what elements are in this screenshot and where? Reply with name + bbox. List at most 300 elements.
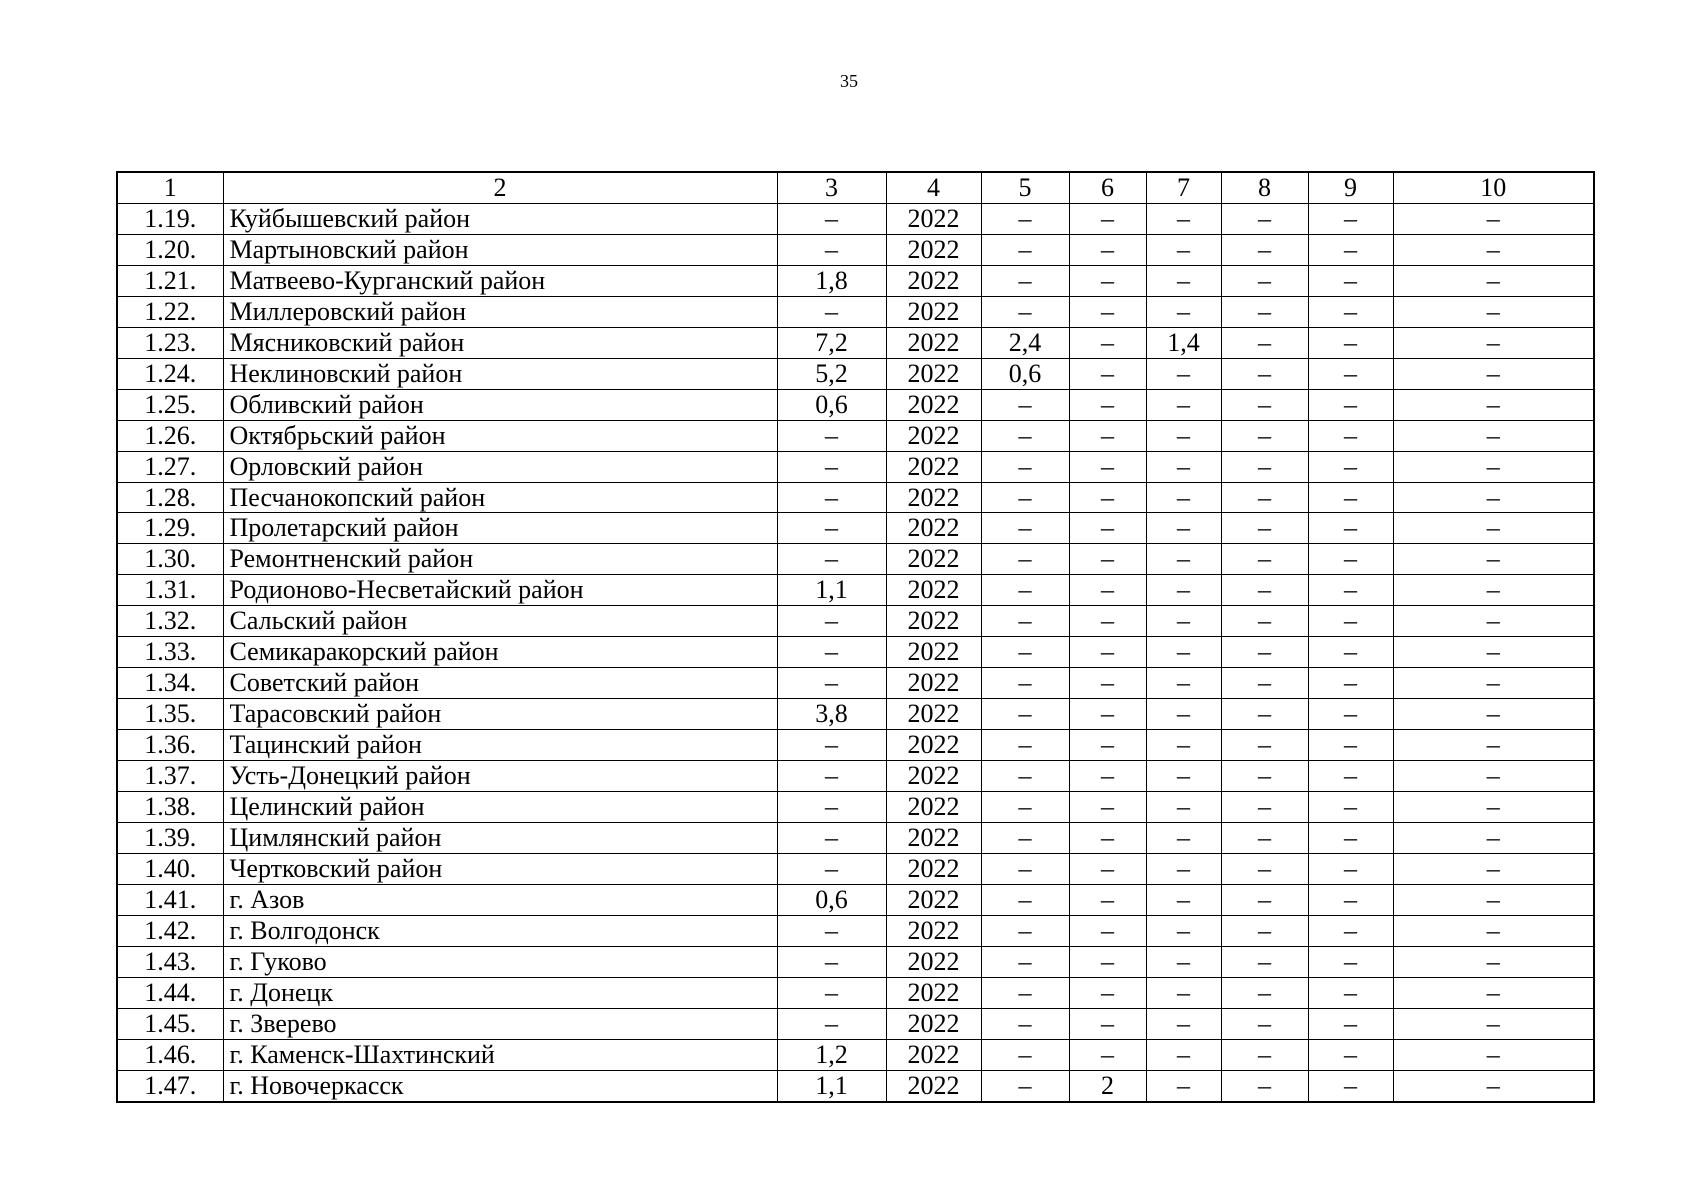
value-cell: 2022 [886, 1008, 981, 1039]
value-cell: – [1308, 575, 1393, 606]
value-cell: 0,6 [777, 884, 886, 915]
value-cell: – [981, 977, 1069, 1008]
table-row [117, 637, 1594, 668]
row-number-cell: 1.27. [117, 451, 223, 482]
value-cell: – [1069, 265, 1146, 296]
value-cell: – [1221, 606, 1308, 637]
value-cell: 2022 [886, 792, 981, 823]
value-cell: – [1069, 1008, 1146, 1039]
value-cell: – [1146, 884, 1221, 915]
value-cell: – [1069, 668, 1146, 699]
value-cell: 2022 [886, 451, 981, 482]
value-cell: – [1069, 544, 1146, 575]
table-row [117, 482, 1594, 513]
value-cell: – [981, 853, 1069, 884]
value-cell: – [1308, 699, 1393, 730]
value-cell: – [1393, 389, 1594, 420]
territory-name-cell: Матвеево-Курганский район [223, 265, 777, 296]
value-cell: 2,4 [981, 327, 1069, 358]
value-cell: – [1308, 1008, 1393, 1039]
value-cell: – [1146, 823, 1221, 854]
value-cell: 2022 [886, 296, 981, 327]
value-cell: – [1221, 451, 1308, 482]
table-row [117, 234, 1594, 265]
value-cell: – [1146, 792, 1221, 823]
table-row [117, 699, 1594, 730]
value-cell: – [981, 203, 1069, 234]
value-cell: – [1069, 637, 1146, 668]
value-cell: 2022 [886, 234, 981, 265]
value-cell: – [981, 451, 1069, 482]
territory-name-cell: г. Каменск-Шахтинский [223, 1039, 777, 1070]
value-cell: – [1221, 544, 1308, 575]
value-cell: – [1393, 265, 1594, 296]
value-cell: – [981, 1008, 1069, 1039]
row-number-cell: 1.45. [117, 1008, 223, 1039]
row-number-cell: 1.24. [117, 358, 223, 389]
value-cell: – [981, 575, 1069, 606]
value-cell: – [1308, 606, 1393, 637]
value-cell: 2022 [886, 265, 981, 296]
column-header: 4 [886, 172, 981, 203]
value-cell: – [777, 296, 886, 327]
row-number-cell: 1.25. [117, 389, 223, 420]
value-cell: – [1146, 637, 1221, 668]
value-cell: – [981, 513, 1069, 544]
row-number-cell: 1.26. [117, 420, 223, 451]
value-cell: 2022 [886, 730, 981, 761]
value-cell: – [1069, 234, 1146, 265]
column-header: 7 [1146, 172, 1221, 203]
value-cell: – [1393, 575, 1594, 606]
row-number-cell: 1.30. [117, 544, 223, 575]
table-row [117, 668, 1594, 699]
table-row [117, 977, 1594, 1008]
value-cell: – [1308, 1039, 1393, 1070]
value-cell: – [1221, 575, 1308, 606]
value-cell: – [1221, 853, 1308, 884]
value-cell: 2022 [886, 946, 981, 977]
territory-name-cell: Орловский район [223, 451, 777, 482]
table-row [117, 915, 1594, 946]
value-cell: 3,8 [777, 699, 886, 730]
value-cell: 2022 [886, 977, 981, 1008]
value-cell: – [1146, 977, 1221, 1008]
value-cell: – [1069, 420, 1146, 451]
value-cell: – [1146, 1039, 1221, 1070]
value-cell: – [1308, 358, 1393, 389]
value-cell: – [1146, 699, 1221, 730]
value-cell: – [1393, 884, 1594, 915]
row-number-cell: 1.46. [117, 1039, 223, 1070]
value-cell: – [1393, 915, 1594, 946]
value-cell: – [1308, 327, 1393, 358]
table-row [117, 265, 1594, 296]
value-cell: – [1308, 389, 1393, 420]
value-cell: – [1069, 513, 1146, 544]
value-cell: – [1308, 296, 1393, 327]
value-cell: – [1308, 823, 1393, 854]
value-cell: – [1221, 1039, 1308, 1070]
value-cell: – [981, 946, 1069, 977]
column-header: 2 [223, 172, 777, 203]
value-cell: 2022 [886, 606, 981, 637]
value-cell: – [1221, 977, 1308, 1008]
value-cell: 2 [1069, 1070, 1146, 1101]
value-cell: – [981, 234, 1069, 265]
territory-name-cell: Сальский район [223, 606, 777, 637]
column-header: 6 [1069, 172, 1146, 203]
value-cell: – [1393, 730, 1594, 761]
row-number-cell: 1.44. [117, 977, 223, 1008]
value-cell: – [1069, 946, 1146, 977]
value-cell: – [981, 761, 1069, 792]
table-row [117, 1008, 1594, 1039]
table-row [117, 544, 1594, 575]
column-header: 8 [1221, 172, 1308, 203]
table-row [117, 420, 1594, 451]
value-cell: – [1069, 606, 1146, 637]
territory-name-cell: Родионово-Несветайский район [223, 575, 777, 606]
value-cell: – [1393, 977, 1594, 1008]
row-number-cell: 1.19. [117, 203, 223, 234]
column-header: 3 [777, 172, 886, 203]
value-cell: – [1069, 853, 1146, 884]
row-number-cell: 1.28. [117, 482, 223, 513]
value-cell: – [1393, 451, 1594, 482]
value-cell: – [1393, 823, 1594, 854]
value-cell: – [1069, 296, 1146, 327]
value-cell: – [777, 451, 886, 482]
value-cell: – [981, 884, 1069, 915]
value-cell: – [1146, 730, 1221, 761]
value-cell: – [777, 544, 886, 575]
territory-name-cell: г. Гуково [223, 946, 777, 977]
value-cell: – [1069, 482, 1146, 513]
value-cell: – [1221, 327, 1308, 358]
value-cell: – [1221, 1070, 1308, 1101]
table-row [117, 1039, 1594, 1070]
value-cell: 0,6 [777, 389, 886, 420]
value-cell: 2022 [886, 637, 981, 668]
value-cell: – [1069, 884, 1146, 915]
value-cell: – [1393, 1039, 1594, 1070]
value-cell: 5,2 [777, 358, 886, 389]
value-cell: – [777, 668, 886, 699]
territory-name-cell: Тацинский район [223, 730, 777, 761]
territory-name-cell: Ремонтненский район [223, 544, 777, 575]
value-cell: – [1393, 1070, 1594, 1101]
value-cell: – [1221, 946, 1308, 977]
value-cell: – [981, 1070, 1069, 1101]
table-row [117, 575, 1594, 606]
row-number-cell: 1.34. [117, 668, 223, 699]
value-cell: – [1146, 296, 1221, 327]
territory-name-cell: Пролетарский район [223, 513, 777, 544]
territory-name-cell: Неклиновский район [223, 358, 777, 389]
column-header: 1 [117, 172, 223, 203]
value-cell: – [777, 606, 886, 637]
value-cell: – [1308, 977, 1393, 1008]
territory-name-cell: Песчанокопский район [223, 482, 777, 513]
value-cell: – [1393, 296, 1594, 327]
value-cell: – [1308, 451, 1393, 482]
value-cell: – [1308, 884, 1393, 915]
value-cell: – [981, 823, 1069, 854]
value-cell: – [1393, 544, 1594, 575]
page-number: 35 [840, 71, 858, 91]
value-cell: 0,6 [981, 358, 1069, 389]
value-cell: – [1146, 1070, 1221, 1101]
value-cell: – [1221, 265, 1308, 296]
value-cell: – [1221, 730, 1308, 761]
value-cell: – [777, 761, 886, 792]
territory-name-cell: Октябрьский район [223, 420, 777, 451]
value-cell: 1,2 [777, 1039, 886, 1070]
table-row [117, 389, 1594, 420]
value-cell: – [1146, 575, 1221, 606]
territory-name-cell: Чертковский район [223, 853, 777, 884]
value-cell: – [1146, 915, 1221, 946]
value-cell: – [1221, 637, 1308, 668]
table-row [117, 327, 1594, 358]
value-cell: – [1221, 513, 1308, 544]
row-number-cell: 1.37. [117, 761, 223, 792]
value-cell: – [1069, 358, 1146, 389]
value-cell: – [1069, 203, 1146, 234]
value-cell: – [1393, 606, 1594, 637]
value-cell: – [1146, 451, 1221, 482]
territory-name-cell: Миллеровский район [223, 296, 777, 327]
value-cell: – [1308, 234, 1393, 265]
value-cell: 2022 [886, 823, 981, 854]
value-cell: – [981, 265, 1069, 296]
value-cell: 1,1 [777, 575, 886, 606]
value-cell: – [1146, 1008, 1221, 1039]
territory-name-cell: Семикаракорский район [223, 637, 777, 668]
value-cell: – [1308, 1070, 1393, 1101]
territory-name-cell: Тарасовский район [223, 699, 777, 730]
table-row [117, 946, 1594, 977]
row-number-cell: 1.35. [117, 699, 223, 730]
territory-name-cell: Советский район [223, 668, 777, 699]
value-cell: – [1393, 668, 1594, 699]
value-cell: 1,1 [777, 1070, 886, 1101]
table-row [117, 296, 1594, 327]
value-cell: – [1069, 977, 1146, 1008]
value-cell: – [981, 792, 1069, 823]
row-number-cell: 1.47. [117, 1070, 223, 1101]
value-cell: 2022 [886, 358, 981, 389]
value-cell: – [1393, 699, 1594, 730]
value-cell: – [1393, 203, 1594, 234]
value-cell: – [1221, 234, 1308, 265]
value-cell: – [777, 977, 886, 1008]
territory-name-cell: г. Волгодонск [223, 915, 777, 946]
value-cell: – [1221, 761, 1308, 792]
value-cell: – [1308, 513, 1393, 544]
row-number-cell: 1.40. [117, 853, 223, 884]
value-cell: – [1069, 823, 1146, 854]
value-cell: 2022 [886, 853, 981, 884]
header-row [117, 172, 1594, 203]
value-cell: – [1146, 853, 1221, 884]
value-cell: – [981, 544, 1069, 575]
value-cell: – [777, 637, 886, 668]
value-cell: – [777, 792, 886, 823]
value-cell: 2022 [886, 699, 981, 730]
value-cell: – [1308, 668, 1393, 699]
value-cell: – [981, 637, 1069, 668]
value-cell: – [1308, 420, 1393, 451]
row-number-cell: 1.36. [117, 730, 223, 761]
value-cell: 2022 [886, 203, 981, 234]
territory-name-cell: Цимлянский район [223, 823, 777, 854]
value-cell: – [1308, 265, 1393, 296]
row-number-cell: 1.39. [117, 823, 223, 854]
value-cell: – [1308, 761, 1393, 792]
value-cell: – [1146, 513, 1221, 544]
row-number-cell: 1.32. [117, 606, 223, 637]
row-number-cell: 1.29. [117, 513, 223, 544]
value-cell: – [1393, 482, 1594, 513]
value-cell: – [1308, 730, 1393, 761]
value-cell: – [1221, 823, 1308, 854]
row-number-cell: 1.22. [117, 296, 223, 327]
value-cell: 2022 [886, 668, 981, 699]
value-cell: – [1221, 420, 1308, 451]
value-cell: 2022 [886, 544, 981, 575]
value-cell: – [1221, 296, 1308, 327]
value-cell: – [1393, 637, 1594, 668]
value-cell: – [1308, 482, 1393, 513]
value-cell: – [1146, 234, 1221, 265]
value-cell: – [1146, 482, 1221, 513]
value-cell: 1,8 [777, 265, 886, 296]
value-cell: – [1308, 544, 1393, 575]
value-cell: – [777, 915, 886, 946]
value-cell: 1,4 [1146, 327, 1221, 358]
value-cell: – [1221, 358, 1308, 389]
value-cell: – [1146, 389, 1221, 420]
table-row [117, 761, 1594, 792]
value-cell: – [981, 389, 1069, 420]
value-cell: 2022 [886, 513, 981, 544]
value-cell: – [1146, 606, 1221, 637]
value-cell: – [777, 730, 886, 761]
value-cell: 2022 [886, 482, 981, 513]
value-cell: – [777, 482, 886, 513]
territory-name-cell: г. Донецк [223, 977, 777, 1008]
value-cell: – [1221, 203, 1308, 234]
value-cell: – [1393, 358, 1594, 389]
territory-name-cell: Обливский район [223, 389, 777, 420]
row-number-cell: 1.33. [117, 637, 223, 668]
value-cell: 2022 [886, 1039, 981, 1070]
value-cell: – [1393, 234, 1594, 265]
territory-name-cell: г. Новочеркасск [223, 1070, 777, 1101]
value-cell: – [1069, 575, 1146, 606]
value-cell: – [981, 668, 1069, 699]
table-row [117, 513, 1594, 544]
value-cell: 2022 [886, 1070, 981, 1101]
table-row [117, 358, 1594, 389]
value-cell: 2022 [886, 761, 981, 792]
value-cell: – [981, 482, 1069, 513]
table-body [117, 203, 1594, 1101]
value-cell: – [1069, 451, 1146, 482]
row-number-cell: 1.23. [117, 327, 223, 358]
value-cell: – [1308, 853, 1393, 884]
value-cell: – [1146, 265, 1221, 296]
row-number-cell: 1.31. [117, 575, 223, 606]
value-cell: – [777, 853, 886, 884]
territory-name-cell: Мясниковский район [223, 327, 777, 358]
territory-name-cell: Мартыновский район [223, 234, 777, 265]
value-cell: – [777, 823, 886, 854]
value-cell: 7,2 [777, 327, 886, 358]
value-cell: – [1393, 327, 1594, 358]
value-cell: – [981, 1039, 1069, 1070]
value-cell: – [777, 946, 886, 977]
column-header: 10 [1393, 172, 1594, 203]
value-cell: – [1069, 699, 1146, 730]
value-cell: – [981, 606, 1069, 637]
value-cell: – [1393, 946, 1594, 977]
row-number-cell: 1.20. [117, 234, 223, 265]
column-header: 5 [981, 172, 1069, 203]
value-cell: – [1221, 389, 1308, 420]
value-cell: – [1393, 420, 1594, 451]
territory-name-cell: г. Азов [223, 884, 777, 915]
value-cell: 2022 [886, 389, 981, 420]
table-row [117, 823, 1594, 854]
value-cell: – [1146, 946, 1221, 977]
value-cell: 2022 [886, 915, 981, 946]
value-cell: – [1308, 792, 1393, 823]
value-cell: – [1393, 761, 1594, 792]
value-cell: – [1393, 853, 1594, 884]
value-cell: – [1393, 513, 1594, 544]
table-row [117, 203, 1594, 234]
value-cell: – [1393, 792, 1594, 823]
value-cell: – [1069, 730, 1146, 761]
value-cell: – [1393, 1008, 1594, 1039]
value-cell: – [1069, 915, 1146, 946]
value-cell: – [981, 420, 1069, 451]
territory-name-cell: Усть-Донецкий район [223, 761, 777, 792]
table-row [117, 853, 1594, 884]
value-cell: – [777, 420, 886, 451]
value-cell: – [1146, 203, 1221, 234]
value-cell: – [981, 296, 1069, 327]
value-cell: – [1146, 420, 1221, 451]
table-row [117, 884, 1594, 915]
value-cell: – [777, 234, 886, 265]
value-cell: – [1308, 637, 1393, 668]
value-cell: – [777, 513, 886, 544]
value-cell: – [1308, 203, 1393, 234]
row-number-cell: 1.42. [117, 915, 223, 946]
row-number-cell: 1.43. [117, 946, 223, 977]
value-cell: – [777, 1008, 886, 1039]
value-cell: – [1146, 668, 1221, 699]
table-row [117, 1070, 1594, 1101]
value-cell: – [1069, 1039, 1146, 1070]
value-cell: 2022 [886, 327, 981, 358]
table-row [117, 792, 1594, 823]
data-table [116, 171, 1595, 1103]
